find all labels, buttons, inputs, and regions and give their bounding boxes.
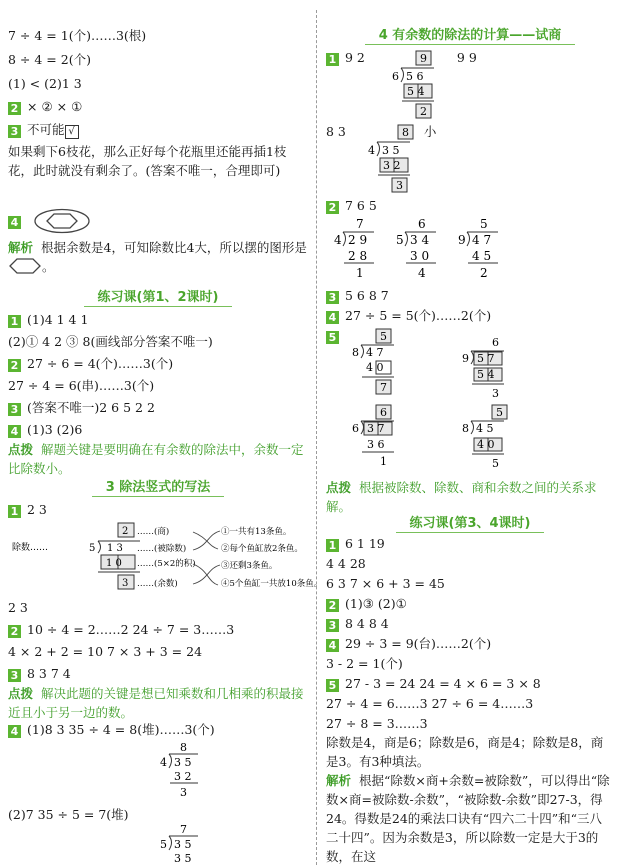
section-item-1: 1 2 3 xyxy=(8,502,47,518)
section-title: 练习课(第1、2课时) xyxy=(8,290,308,307)
bd-dividend: 5 6 xyxy=(406,70,424,83)
question-number: 3 xyxy=(326,291,339,304)
svg-text:5 7: 5 7 xyxy=(477,352,495,365)
question-number: 4 xyxy=(8,216,21,229)
bd-remainder: 2 xyxy=(420,105,427,118)
bd-dividend: 3 5 xyxy=(382,144,400,157)
divisor-label: 除数…… xyxy=(12,543,49,553)
svg-text:2 9: 2 9 xyxy=(348,233,368,247)
answer-line: (2)① 4 2 ③ 8(画线部分答案不唯一) xyxy=(8,334,213,349)
trial-item-1b: 8 3 小 xyxy=(326,124,437,139)
question-number: 3 xyxy=(8,125,21,138)
tip-label: 点拨 xyxy=(326,480,352,495)
svg-text:3: 3 xyxy=(492,387,499,400)
ld-product: 3 5 xyxy=(174,852,192,865)
analysis-block: 解析 根据“除数×商+余数=被除数”，可以得出“除数×商=被除数-余数”，“被除数-余数”即27-3，得24。得数是24的乘法口诀有“四六二十四”和“三八二十四”。因为余数是3，所以除数一定是大于3的数，在这 xyxy=(326,773,610,864)
answer-paragraph: 除数是4，商是6；除数是6，商是4；除数是8，商是3。有3种填法。 xyxy=(326,735,604,769)
exercise-1: 1 (1)4 1 4 1 xyxy=(8,312,88,328)
svg-text:5: 5 xyxy=(480,217,488,231)
answer-line: 4 × 2 + 2 = 10 7 × 3 + 3 = 24 xyxy=(8,644,203,659)
boxed-division xyxy=(388,50,448,122)
practice-item-5: 5 27 - 3 = 24 24 = 4 × 6 = 3 × 8 xyxy=(326,676,541,692)
long-division-a xyxy=(334,217,374,280)
answer-line: 2 3 xyxy=(8,600,28,615)
svg-text:6: 6 xyxy=(380,406,387,419)
section-title: 4 有余数的除法的计算——试商 xyxy=(326,28,614,45)
option-3: ③还剩3条鱼。 xyxy=(221,561,278,571)
exercise-3: 3 (答案不唯一)2 6 5 2 2 xyxy=(8,400,155,416)
exercise-4: 4 (1)3 (2)6 xyxy=(8,422,82,438)
question-2: 2 × ② × ① xyxy=(8,99,82,115)
diagram-dividend: 1 3 xyxy=(107,543,123,554)
svg-text:6: 6 xyxy=(492,336,499,349)
bd-quotient: 8 xyxy=(402,126,409,139)
question-number: 4 xyxy=(326,639,339,652)
answer-line: 4 4 28 xyxy=(326,556,366,571)
svg-text:4 5: 4 5 xyxy=(472,249,492,263)
svg-text:7: 7 xyxy=(380,381,387,394)
bd-product: 3 2 xyxy=(383,159,401,172)
section-item-2: 2 10 ÷ 4 = 2……2 24 ÷ 7 = 3……3 xyxy=(8,622,234,638)
long-division xyxy=(156,740,206,800)
svg-text:1: 1 xyxy=(356,266,364,280)
boxed-division-d xyxy=(462,405,507,470)
check-box: √ xyxy=(65,125,79,139)
diagram-divisor: 5 xyxy=(89,543,96,554)
right-column xyxy=(326,0,614,865)
svg-text:5: 5 xyxy=(396,233,404,247)
answer-line: (1) < (2)1 3 xyxy=(8,76,82,91)
svg-text:5: 5 xyxy=(380,330,387,343)
question-number: 4 xyxy=(8,725,21,738)
svg-text:2 8: 2 8 xyxy=(348,249,368,263)
ld-divisor: 5 xyxy=(160,838,167,851)
hexagon-in-oval-icon xyxy=(33,208,91,234)
trial-item-5 xyxy=(326,328,345,344)
practice-item-4: 4 29 ÷ 3 = 9(台)……2(个) xyxy=(326,636,491,652)
question-number: 2 xyxy=(8,102,21,115)
division-row xyxy=(332,216,602,282)
option-2: ②每个鱼缸放2条鱼。 xyxy=(221,544,303,554)
section-item-4: 4 (1)8 3 35 ÷ 4 = 8(堆)……3(个) xyxy=(8,722,215,738)
practice-item-1: 1 6 1 19 xyxy=(326,536,385,552)
left-column xyxy=(8,0,323,865)
question-3-explanation: 如果剩下6枝花，那么正好每个花瓶里还能再插1枝花，此时就没有剩余了。(答案不唯一，合理即可) xyxy=(8,144,287,178)
bd-divisor: 4 xyxy=(368,144,375,157)
answer-line: 7 ÷ 4 = 1(个)……3(根) xyxy=(8,28,147,43)
column-divider xyxy=(316,10,317,865)
ld-dividend: 3 5 xyxy=(174,838,192,851)
question-number: 3 xyxy=(8,669,21,682)
practice-item-3: 3 8 4 8 4 xyxy=(326,616,389,632)
svg-text:9: 9 xyxy=(458,233,466,247)
long-division xyxy=(156,822,206,865)
svg-text:8: 8 xyxy=(462,422,469,435)
diagram-remainder: 3 xyxy=(122,578,129,589)
diagram-product: 1 0 xyxy=(106,558,122,569)
svg-text:3 0: 3 0 xyxy=(410,249,430,263)
division-diagram xyxy=(8,520,323,596)
svg-text:4 5: 4 5 xyxy=(476,422,494,435)
question-number: 2 xyxy=(326,599,339,612)
question-number: 5 xyxy=(326,331,339,344)
svg-text:3 7: 3 7 xyxy=(367,422,385,435)
section-title: 练习课(第3、4课时) xyxy=(326,516,614,533)
question-number: 4 xyxy=(326,311,339,324)
question-number: 2 xyxy=(326,201,339,214)
bd-remainder: 3 xyxy=(396,179,403,192)
bd-divisor: 6 xyxy=(392,70,399,83)
ld-product: 3 2 xyxy=(174,770,192,783)
svg-text:6: 6 xyxy=(418,217,426,231)
answer-line: 27 ÷ 8 = 3……3 xyxy=(326,716,428,731)
question-4 xyxy=(8,208,91,234)
svg-text:6: 6 xyxy=(352,422,359,435)
svg-text:3 6: 3 6 xyxy=(367,438,385,451)
option-4: ④5个鱼缸一共放10条鱼。 xyxy=(221,579,323,589)
diagram-quotient: 2 xyxy=(122,526,129,537)
svg-text:5 4: 5 4 xyxy=(477,368,495,381)
svg-text:1: 1 xyxy=(380,455,387,468)
trial-item-1: 1 9 2 9 9 xyxy=(326,50,477,66)
long-division-b xyxy=(396,217,436,280)
tip-block: 点拨 解题关键是要明确在有余数的除法中，余数一定比除数小。 xyxy=(8,442,304,476)
question-number: 5 xyxy=(326,679,339,692)
boxed-division-grid xyxy=(348,328,598,478)
trial-item-2: 2 7 6 5 xyxy=(326,198,377,214)
trial-item-3: 3 5 6 8 7 xyxy=(326,288,389,304)
tip-block: 点拨 解决此题的关键是想已知乘数和几相乘的积最接近且小于另一边的数。 xyxy=(8,686,304,720)
quotient-label: ……(商) xyxy=(137,527,170,537)
answer-line: 6 3 7 × 6 + 3 = 45 xyxy=(326,576,445,591)
option-1: ①一共有13条鱼。 xyxy=(221,527,292,537)
bd-product: 5 4 xyxy=(407,85,425,98)
exercise-2: 2 27 ÷ 6 = 4(个)……3(个) xyxy=(8,356,173,372)
trial-item-4: 4 27 ÷ 5 = 5(个)……2(个) xyxy=(326,308,491,324)
svg-text:9: 9 xyxy=(462,352,469,365)
question-number: 1 xyxy=(8,505,21,518)
svg-text:5: 5 xyxy=(496,406,503,419)
long-division-c xyxy=(458,217,498,280)
answer-line: 3 - 2 = 1(个) xyxy=(326,656,403,671)
ld-dividend: 3 5 xyxy=(174,756,192,769)
svg-text:5: 5 xyxy=(492,457,499,470)
question-number: 3 xyxy=(326,619,339,632)
product-label: ……(5×2的积) xyxy=(137,559,196,569)
question-number: 1 xyxy=(326,539,339,552)
svg-text:4 0: 4 0 xyxy=(366,361,384,374)
section-item-3: 3 8 3 7 4 xyxy=(8,666,71,682)
dividend-label: ……(被除数) xyxy=(137,544,187,554)
practice-item-2: 2 (1)③ (2)① xyxy=(326,596,407,612)
svg-text:8: 8 xyxy=(352,346,359,359)
answer-line: 27 ÷ 4 = 6(串)……3(个) xyxy=(8,378,155,393)
boxed-division-c xyxy=(352,405,394,468)
question-3: 3 不可能 √ xyxy=(8,122,79,139)
question-number: 2 xyxy=(8,625,21,638)
tip-block: 点拨 根据被除数、除数、商和余数之间的关系求解。 xyxy=(326,480,597,514)
analysis-block: 解析 根据余数是4，可知除数比4大，所以摆的图形是。 xyxy=(8,240,307,274)
question-number: 2 xyxy=(8,359,21,372)
svg-text:4: 4 xyxy=(418,266,426,280)
answer-line: (2)7 35 ÷ 5 = 7(堆) xyxy=(8,807,129,822)
bd-quotient: 9 xyxy=(420,52,427,65)
ld-remainder: 3 xyxy=(180,786,187,799)
boxed-division-b xyxy=(462,336,504,400)
answer-line: 8 ÷ 4 = 2(个) xyxy=(8,52,91,67)
remainder-label: ……(余数) xyxy=(137,579,178,589)
analysis-label: 解析 xyxy=(326,773,352,788)
question-number: 4 xyxy=(8,425,21,438)
svg-text:7: 7 xyxy=(356,217,364,231)
svg-text:4 7: 4 7 xyxy=(366,346,384,359)
svg-text:4 7: 4 7 xyxy=(472,233,492,247)
question-number: 1 xyxy=(326,53,339,66)
svg-text:2: 2 xyxy=(480,266,488,280)
ld-divisor: 4 xyxy=(160,756,167,769)
svg-text:4 0: 4 0 xyxy=(477,438,495,451)
question-number: 1 xyxy=(8,315,21,328)
ld-quotient: 8 xyxy=(180,741,187,754)
svg-text:4: 4 xyxy=(334,233,342,247)
answer-line: 27 ÷ 4 = 6……3 27 ÷ 6 = 4……3 xyxy=(326,696,534,711)
tip-label: 点拨 xyxy=(8,686,34,701)
boxed-division xyxy=(364,124,424,196)
ld-quotient: 7 xyxy=(180,823,187,836)
hexagon-icon xyxy=(8,258,42,274)
boxed-division-a xyxy=(352,329,394,394)
section-title: 3 除法竖式的写法 xyxy=(8,480,308,497)
tip-label: 点拨 xyxy=(8,442,34,457)
question-number: 3 xyxy=(8,403,21,416)
svg-text:3 4: 3 4 xyxy=(410,233,430,247)
analysis-label: 解析 xyxy=(8,240,34,255)
